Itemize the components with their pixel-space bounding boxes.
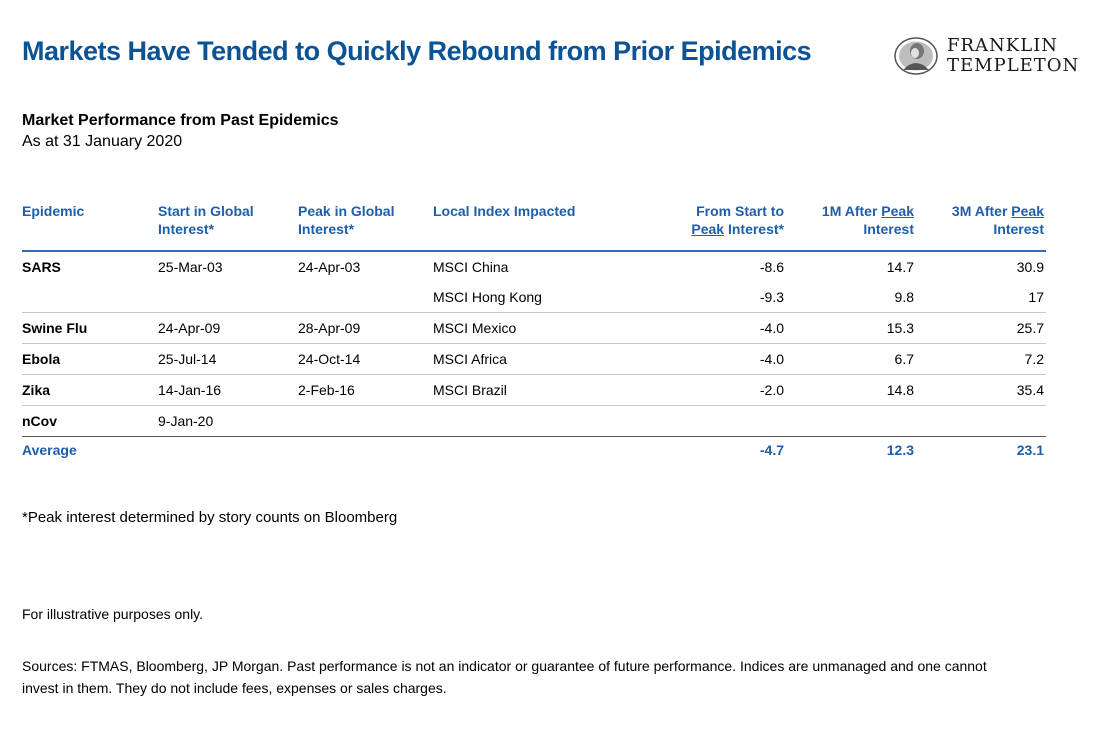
cell-3m: 25.7 (1016, 320, 1044, 336)
epidemic-performance-table (22, 200, 1046, 465)
cell-index: MSCI Brazil (433, 382, 507, 398)
col-header-from-start: From Start to Peak Interest* (691, 203, 784, 237)
cell-peak: 24-Apr-03 (298, 259, 361, 275)
col-header-index: Local Index Impacted (433, 203, 576, 219)
table-row (22, 375, 1046, 406)
cell-start: 24-Apr-09 (158, 320, 221, 336)
as-at-date: As at 31 January 2020 (22, 133, 183, 150)
cell-index: MSCI Mexico (433, 320, 517, 336)
footnote: *Peak interest determined by story counts on Bloomberg (22, 509, 398, 526)
cell-start: 25-Jul-14 (158, 351, 217, 367)
table-row (22, 313, 1046, 344)
col-header-peak: Peak in Global Interest* (298, 203, 395, 237)
table-row (22, 406, 1046, 437)
cell-epidemic: nCov (22, 413, 57, 429)
logo-line-franklin: FRANKLIN (947, 35, 1059, 56)
illustrative-disclaimer: For illustrative purposes only. (22, 606, 204, 622)
cell-from-start: -9.3 (759, 289, 784, 305)
cell-peak: 2-Feb-16 (298, 382, 355, 398)
benjamin-franklin-portrait-icon (893, 36, 939, 76)
table-subtitle: Market Performance from Past Epidemics (22, 112, 339, 129)
cell-index: MSCI Hong Kong (433, 289, 542, 305)
cell-epidemic: SARS (22, 259, 61, 275)
cell-epidemic: Swine Flu (22, 320, 88, 336)
average-1m: 12.3 (886, 442, 914, 458)
sources-note: Sources: FTMAS, Bloomberg, JP Morgan. Past performance is not an indicator or guarantee of future performance. Indices are unmanaged and one cannot invest in them. They do not include fees, expenses or sales charges. (22, 658, 987, 696)
cell-1m: 14.7 (886, 259, 914, 275)
cell-3m: 35.4 (1016, 382, 1044, 398)
col-header-epidemic: Epidemic (22, 203, 85, 219)
logo-line-templeton: TEMPLETON (947, 55, 1080, 76)
franklin-templeton-logo (893, 36, 1093, 80)
cell-1m: 9.8 (894, 289, 914, 305)
col-header-start: Start in Global Interest* (158, 203, 254, 237)
cell-start: 25-Mar-03 (158, 259, 223, 275)
cell-peak: 24-Oct-14 (298, 351, 361, 367)
table-row (22, 252, 1046, 282)
cell-1m: 14.8 (886, 382, 914, 398)
cell-epidemic: Ebola (22, 351, 61, 367)
cell-3m: 7.2 (1024, 351, 1044, 367)
cell-index: MSCI Africa (433, 351, 507, 367)
cell-start: 9-Jan-20 (158, 413, 214, 429)
table-row (22, 344, 1046, 375)
table-average-row (22, 437, 1046, 465)
table-row (22, 282, 1046, 313)
cell-start: 14-Jan-16 (158, 382, 222, 398)
cell-from-start: -4.0 (759, 320, 784, 336)
cell-from-start: -8.6 (759, 259, 784, 275)
cell-3m: 30.9 (1016, 259, 1044, 275)
cell-epidemic: Zika (22, 382, 51, 398)
cell-index: MSCI China (433, 259, 509, 275)
col-header-3m-after: 3M After Peak Interest (951, 203, 1044, 237)
average-from-start: -4.7 (759, 442, 784, 458)
average-3m: 23.1 (1016, 442, 1044, 458)
cell-1m: 15.3 (886, 320, 914, 336)
table-header-row (22, 200, 1046, 252)
page-title: Markets Have Tended to Quickly Rebound from Prior Epidemics (22, 36, 812, 66)
cell-1m: 6.7 (894, 351, 914, 367)
cell-from-start: -2.0 (759, 382, 784, 398)
cell-from-start: -4.0 (759, 351, 784, 367)
cell-peak: 28-Apr-09 (298, 320, 361, 336)
col-header-1m-after: 1M After Peak Interest (821, 203, 914, 237)
average-label: Average (22, 442, 77, 458)
cell-3m: 17 (1028, 289, 1044, 305)
